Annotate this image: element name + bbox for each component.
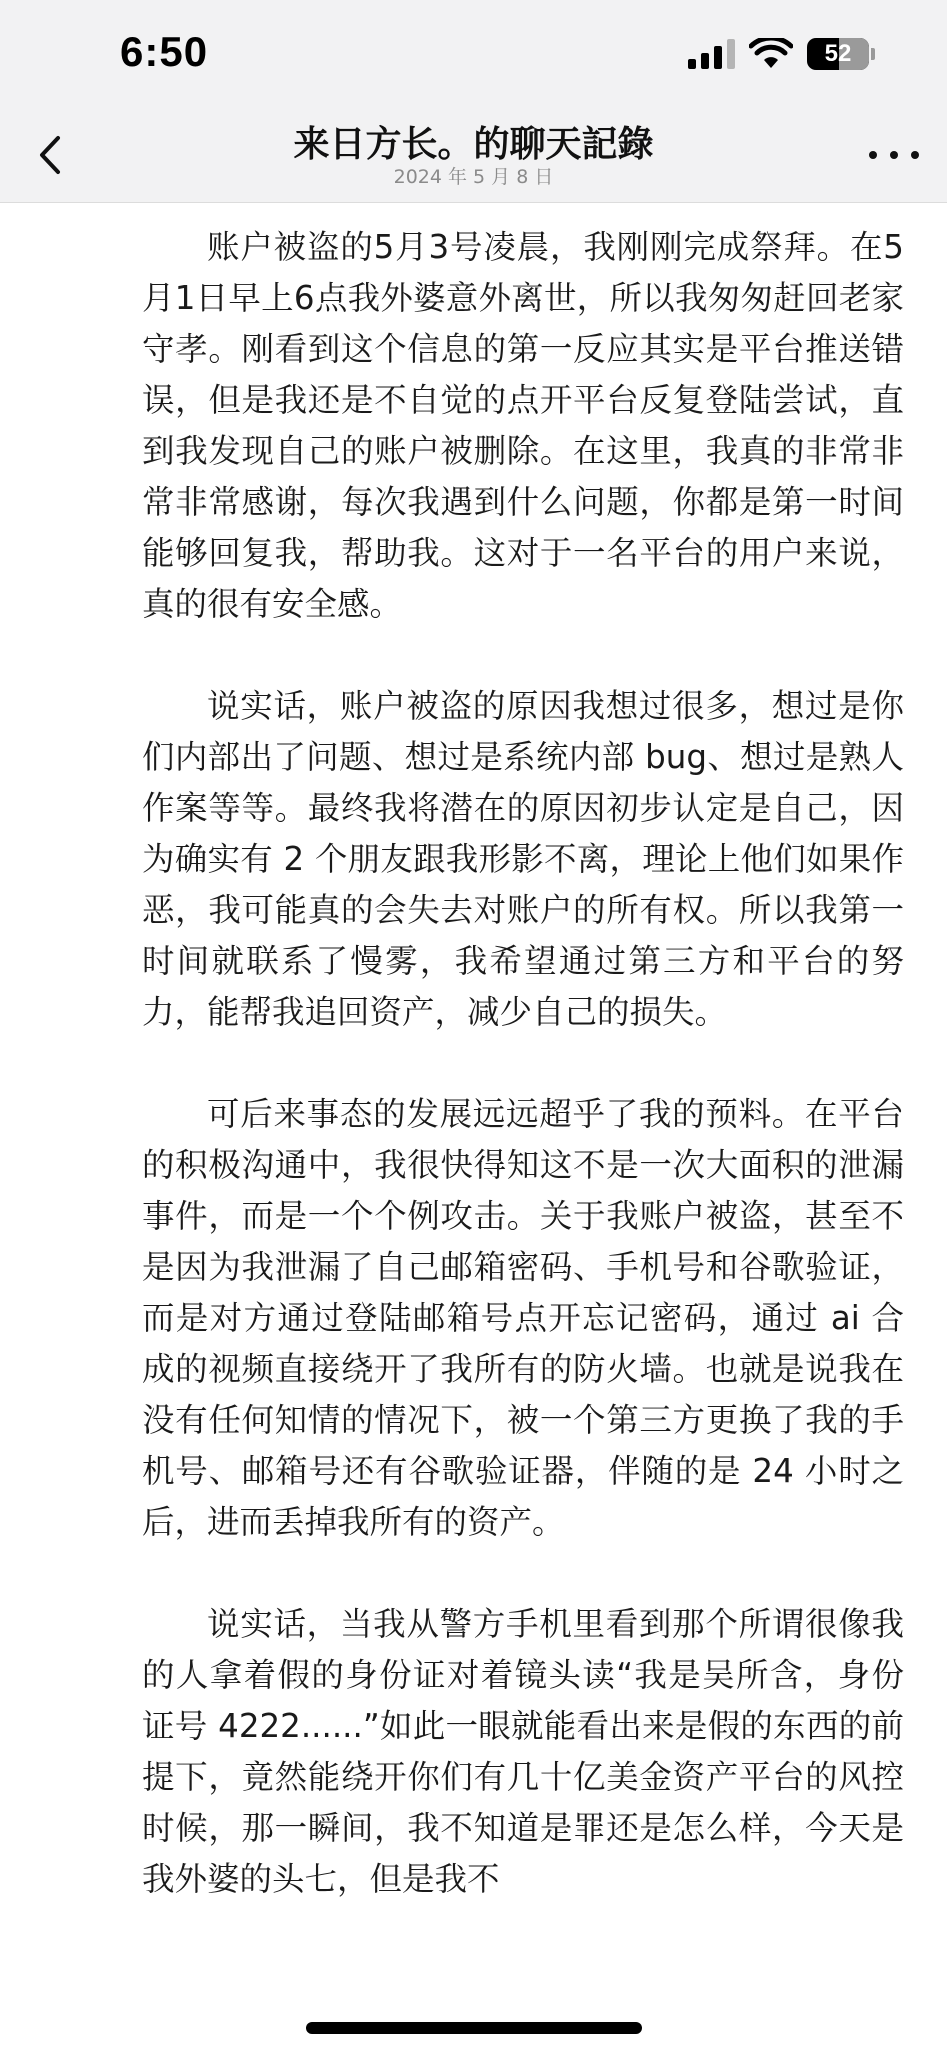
status-icons [688,38,875,70]
status-time: 6:50 [120,28,209,75]
wifi-icon [749,38,793,70]
paragraph-1: 账户被盗的5月3号凌晨，我刚刚完成祭拜。在5月1日早上6点我外婆意外离世，所以我匆匆赶回老家守孝。刚看到这个信息的第一反应其实是平台推送错误，但是我还是不自觉的点开平台反复登陆尝试，直到我发现自己的账户被删除。在这里，我真的非常非常非常感谢，每次我遇到什么问题，你都是第一时间能够回复我，帮助我。这对于一名平台的用户来说，真的很有安全感。 [142,228,904,623]
chat-record-date: 2024 年 5 月 8 日 [393,166,554,188]
more-button[interactable] [869,140,919,170]
paragraph-4: 说实话，当我从警方手机里看到那个所谓很像我的人拿着假的身份证对着镜头读“我是吴所含，身份证号 4222......”如此一眼就能看出来是假的东西的前提下，竟然能绕开你们有几十亿美金资产平台的风控时候，那一瞬间，我不知道是罪还是怎么样，今天是我外婆的头七，但是我不 [142,1605,904,1898]
paragraph-2: 说实话，账户被盗的原因我想过很多，想过是你们内部出了问题、想过是系统内部 bug、想过是熟人作案等等。最终我将潜在的原因初步认定是自己，因为确实有 2 个朋友跟我形影不离，理论上他们如果作恶，我可能真的会失去对账户的所有权。所以我第一时间就联系了慢雾，我希望通过第三方和平台的努力，能帮我追回资产，减少自己的损失。 [142,687,904,1031]
message-content [142,222,904,1956]
home-indicator[interactable] [306,2022,642,2034]
cellular-signal-icon [688,39,735,69]
chat-record-title: 来日方长。的聊天記錄 [293,124,654,165]
paragraph-3: 可后来事态的发展远远超乎了我的预料。在平台的积极沟通中，我很快得知这不是一次大面积的泄漏事件，而是一个个例攻击。关于我账户被盗，甚至不是因为我泄漏了自己邮箱密码、手机号和谷歌验证，而是对方通过登陆邮箱号点开忘记密码，通过 ai 合成的视频直接绕开了我所有的防火墙。也就是说我在没有任何知情的情况下，被一个第三方更换了我的手机号、邮箱号还有谷歌验证器，伴随的是 24 小时之后，进而丢掉我所有的资产。 [142,1095,904,1541]
battery-tip [871,48,875,60]
battery-level: 52 [824,40,852,67]
battery-icon [807,38,869,70]
ellipsis-icon [869,151,877,159]
nav-bar [0,110,947,203]
status-bar [0,0,947,110]
